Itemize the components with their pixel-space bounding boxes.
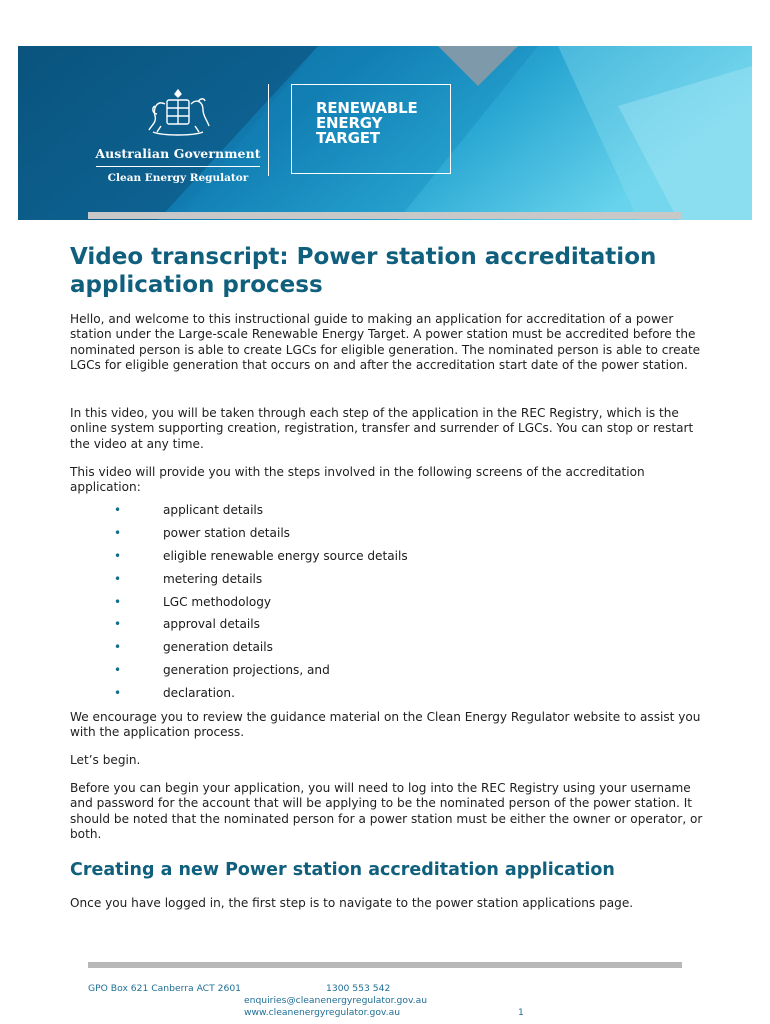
list-item — [70, 502, 690, 525]
list-item — [70, 525, 690, 548]
list-item-text: generation projections, and — [163, 663, 330, 678]
list-item — [70, 594, 690, 617]
list-item-text: LGC methodology — [163, 594, 272, 609]
list-item-text: power station details — [163, 525, 290, 540]
list-item-text: applicant details — [163, 503, 264, 517]
header-underline — [88, 212, 682, 219]
list-item — [70, 639, 690, 662]
list-item — [70, 662, 690, 685]
list-item — [70, 548, 690, 571]
bullet-icon: • — [114, 525, 122, 540]
footer-address: GPO Box 621 Canberra ACT 2601 — [88, 983, 242, 994]
section-heading: Creating a new Power station accreditation application — [70, 860, 615, 880]
bullet-icon: • — [114, 686, 122, 701]
list-item — [70, 685, 690, 708]
footer-phone: 1300 553 542 — [326, 983, 391, 994]
login-paragraph: Before you can begin your application, you will need to log into the REC Registry using your username and password for the account that will be applying to be the nominated person of the power station. It should be noted that the nominated person for a power station must be either the owner or operator, or both. — [70, 781, 703, 841]
bullet-icon: • — [114, 640, 122, 655]
list-item-text: declaration. — [163, 686, 235, 701]
list-item-text: generation details — [163, 640, 273, 655]
steps-list — [70, 502, 690, 708]
guidance-paragraph: We encourage you to review the guidance material on the Clean Energy Regulator website to assist you with the application process. — [70, 710, 701, 740]
document-title: Video transcript: Power station accreditation application process — [70, 244, 657, 298]
list-item-text: approval details — [163, 617, 260, 632]
page-number: 1 — [518, 1007, 524, 1018]
government-logo — [88, 86, 268, 184]
bullet-icon: • — [114, 594, 122, 609]
footer-website-link[interactable]: www.cleanenergyregulator.gov.au — [244, 1007, 401, 1018]
lets-begin-paragraph: Let’s begin. — [70, 753, 141, 767]
coat-of-arms-icon — [143, 86, 213, 142]
intro-paragraph: Hello, and welcome to this instructional guide to making an application for accreditation of a power station under the Large-scale Renewable Energy Target. A power station must be accredited before the nominated person is able to create LGCs for eligible generation. The nominated person is able to create LGCs for eligible generation that occurs on and after the accreditation start date of the power station. — [70, 312, 701, 372]
footer-bar — [88, 962, 682, 968]
list-item — [70, 571, 690, 594]
list-item-text: metering details — [163, 571, 263, 586]
program-logo-text: RENEWABLE ENERGY TARGET — [316, 99, 418, 147]
bullet-icon: • — [114, 503, 122, 517]
list-item-text: eligible renewable energy source details — [163, 548, 408, 563]
government-name: Australian Government — [95, 146, 261, 161]
video-overview-paragraph: In this video, you will be taken through each step of the application in the REC Registry, which is the online system supporting creation, registration, transfer and surrender of LGCs. You can stop or restart the video at any time. — [70, 406, 694, 451]
bullet-icon: • — [114, 663, 122, 678]
bullet-icon: • — [114, 548, 122, 563]
list-item — [70, 616, 690, 639]
program-logo-box — [291, 84, 451, 174]
steps-intro-paragraph: This video will provide you with the steps involved in the following screens of the accreditation application: — [70, 465, 645, 495]
bullet-icon: • — [114, 617, 122, 632]
bullet-icon: • — [114, 571, 122, 586]
agency-name: Clean Energy Regulator — [107, 172, 249, 184]
footer-email-link[interactable]: enquiries@cleanenergyregulator.gov.au — [244, 995, 428, 1006]
header-banner — [18, 46, 752, 220]
logo-separator — [268, 84, 269, 176]
navigation-paragraph: Once you have logged in, the first step is to navigate to the power station applications page. — [70, 896, 634, 910]
logo-divider — [96, 166, 260, 167]
